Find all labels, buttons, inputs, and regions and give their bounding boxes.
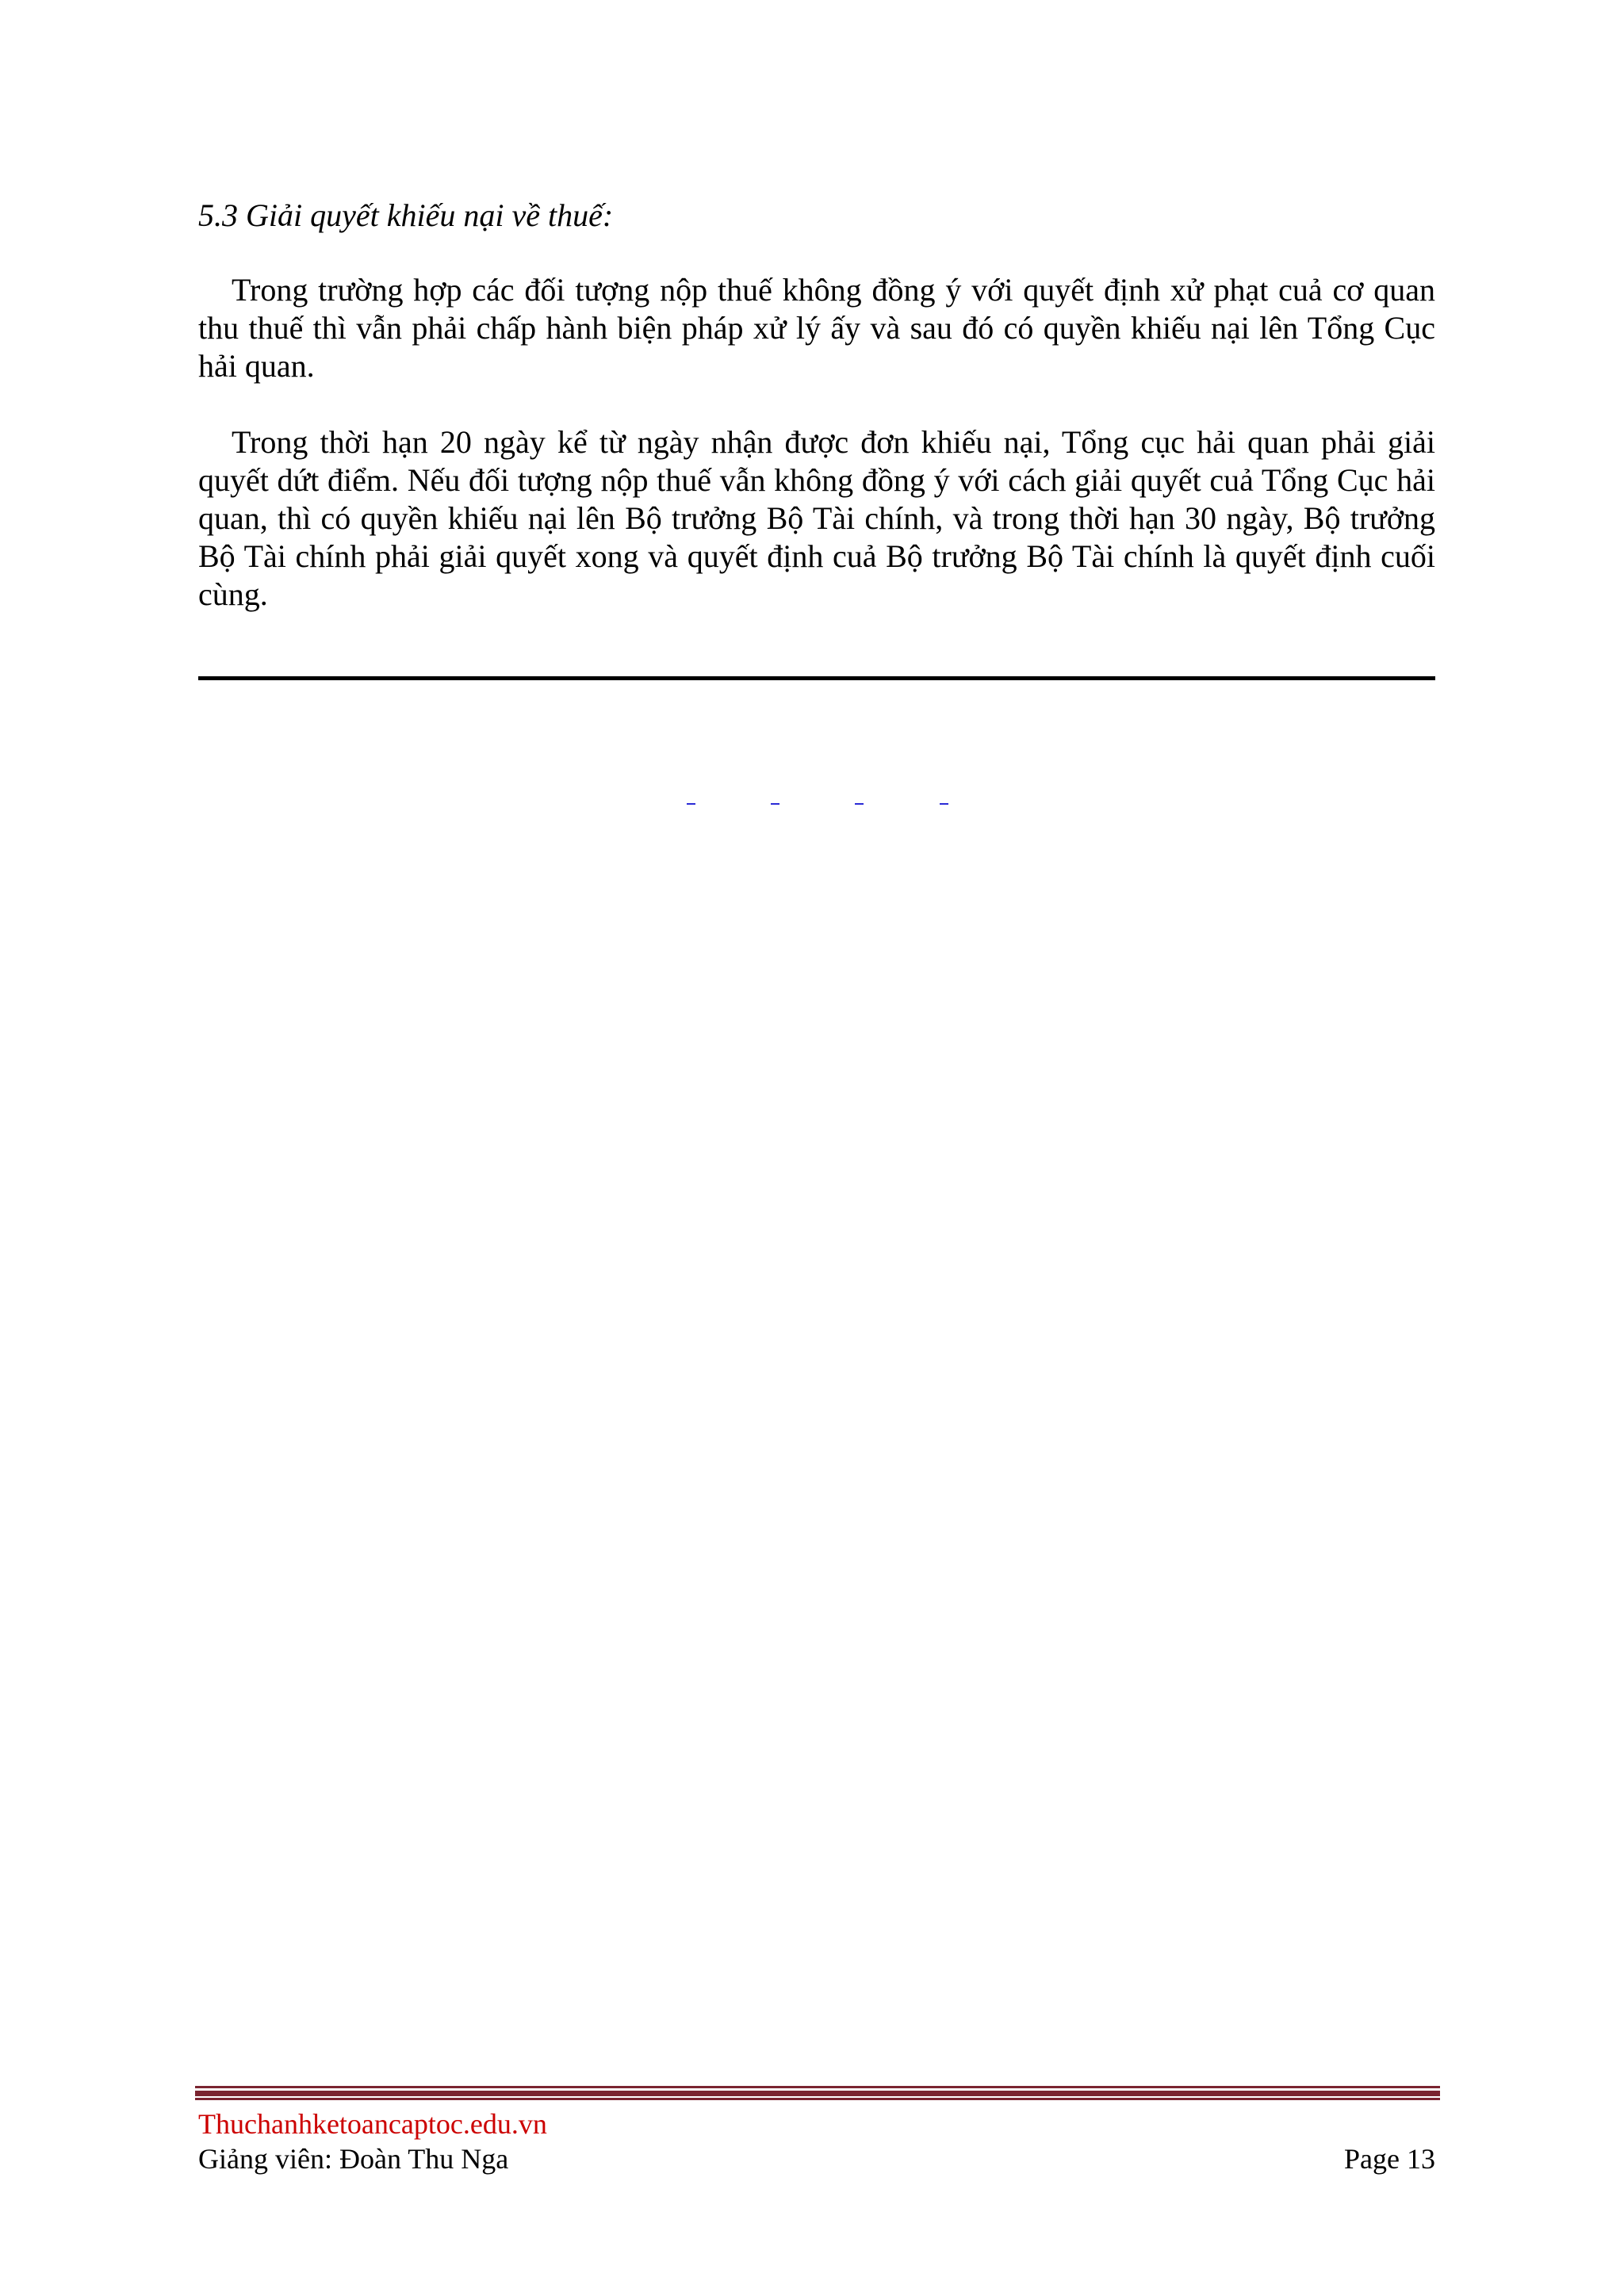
footer-website[interactable]: Thuchanhketoancaptoc.edu.vn [198, 2108, 547, 2140]
footer-rule-bottom [195, 2098, 1440, 2100]
link-dash[interactable] [771, 803, 779, 805]
footer-rule-top [195, 2086, 1440, 2088]
footer-lecturer: Giảng viên: Đoàn Thu Nga [198, 2143, 509, 2175]
section-divider [198, 676, 1435, 680]
link-dash[interactable] [940, 803, 948, 805]
page-number: Page 13 [1344, 2143, 1435, 2175]
link-dash[interactable] [687, 803, 695, 805]
footer-rule-middle [195, 2091, 1440, 2096]
paragraph-2: Trong thời hạn 20 ngày kể từ ngày nhận được đơn khiếu nại, Tổng cục hải quan phải giải quyết dứt điểm. Nếu đối tượng nộp thuế vẫn không đồng ý với cách giải quyết cuả Tổng Cục hải quan, thì có quyền khiếu nại lên Bộ trưởng Bộ Tài chính, và trong thời hạn 30 ngày, Bộ trưởng Bộ Tài chính phải giải quyết xong và quyết định cuả Bộ trưởng Bộ Tài chính là quyết định cuối cùng. [198, 424, 1435, 612]
link-dash[interactable] [855, 803, 864, 805]
paragraph-1: Trong trường hợp các đối tượng nộp thuế không đồng ý với quyết định xử phạt cuả cơ quan thu thuế thì vẫn phải chấp hành biện pháp xử lý ấy và sau đó có quyền khiếu nại lên Tổng Cục hải quan. [198, 272, 1435, 384]
section-heading: 5.3 Giải quyết khiếu nại về thuế: [198, 197, 614, 233]
